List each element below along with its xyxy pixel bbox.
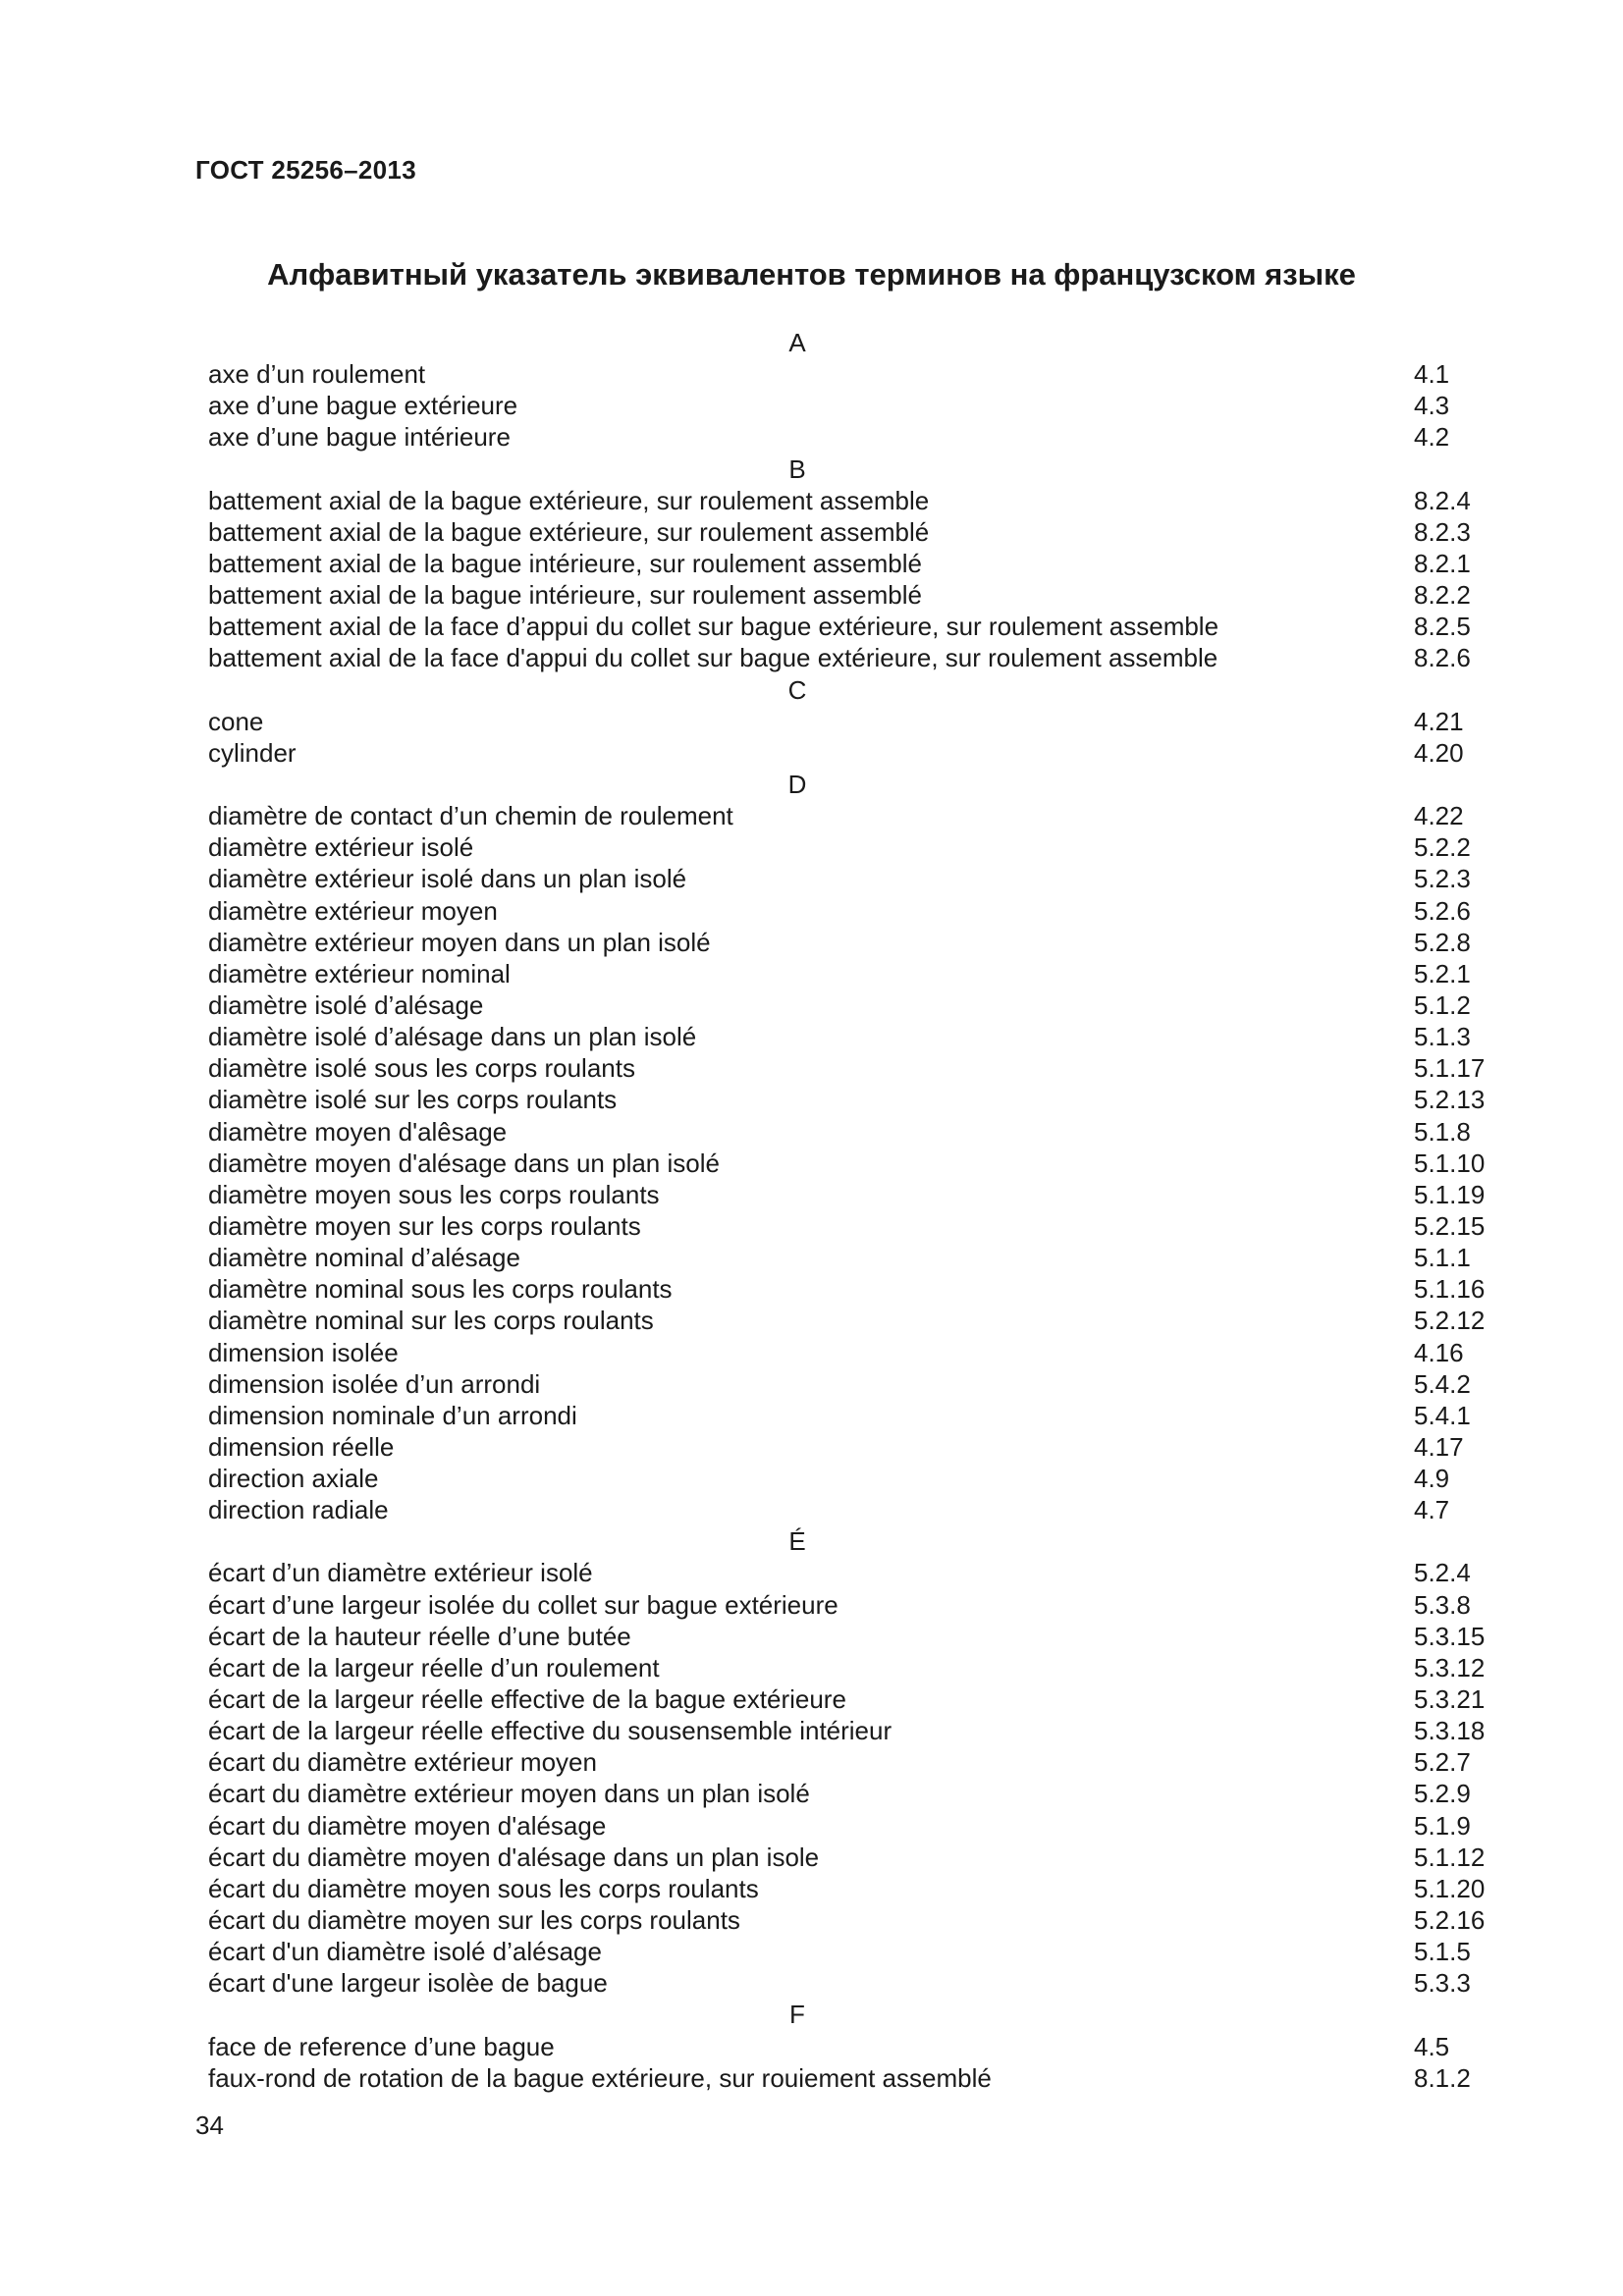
- entry-reference: 5.4.1: [1414, 1400, 1471, 1430]
- section-letter: C: [787, 674, 807, 705]
- entry-reference: 5.2.1: [1414, 958, 1471, 988]
- entry-reference: 4.17: [1414, 1431, 1464, 1462]
- entry-term: cylinder: [208, 737, 297, 768]
- entry-reference: 5.2.15: [1414, 1210, 1486, 1241]
- index-entry: [208, 1305, 1485, 1336]
- document-code: ГОСТ 25256–2013: [195, 155, 416, 185]
- entry-term: diamètre isolé sous les corps roulants: [208, 1053, 635, 1084]
- index-entry: [208, 1810, 1485, 1842]
- entry-reference: 5.1.20: [1414, 1873, 1486, 1903]
- entry-term: faux-rond de rotation de la bague extérieure, sur rouiement assemblé: [208, 2062, 992, 2093]
- section-letter: D: [787, 769, 807, 799]
- entry-term: écart du diamètre extérieur moyen dans un plan isolé: [208, 1779, 810, 1809]
- entry-term: direction axiale: [208, 1464, 379, 1494]
- entry-reference: 5.2.12: [1414, 1306, 1486, 1336]
- entry-term: dimension nominale d’un arrondi: [208, 1400, 577, 1430]
- index-entry: [208, 2062, 1485, 2094]
- entry-reference: 4.21: [1414, 706, 1464, 736]
- entry-term: écart d’un diamètre extérieur isolé: [208, 1558, 593, 1588]
- entry-term: écart du diamètre moyen d'alésage dans un plan isole: [208, 1842, 820, 1872]
- entry-reference: 4.7: [1414, 1495, 1450, 1525]
- index-entry: [208, 421, 1485, 453]
- page-title: Алфавитный указатель эквивалентов терминов на французском языке: [267, 257, 1356, 292]
- entry-reference: 4.3: [1414, 391, 1450, 421]
- index-entry: [208, 1842, 1485, 1873]
- entry-reference: 5.3.12: [1414, 1652, 1486, 1682]
- index-entry: [208, 863, 1485, 894]
- entry-term: écart de la largeur réelle d’un roulement: [208, 1652, 660, 1682]
- entry-reference: 8.2.6: [1414, 643, 1471, 673]
- entry-reference: 5.1.10: [1414, 1148, 1486, 1178]
- index-entry: [208, 1116, 1485, 1148]
- index-entry: [208, 1052, 1485, 1084]
- entry-reference: 8.2.5: [1414, 612, 1471, 642]
- entry-term: diamètre moyen d'alêsage: [208, 1116, 508, 1147]
- entry-term: direction radiale: [208, 1495, 389, 1525]
- index-entry: [208, 1463, 1485, 1494]
- index-entry: [208, 1778, 1485, 1809]
- entry-term: battement axial de la face d'appui du collet sur bague extérieure, sur roulement assemble: [208, 643, 1218, 673]
- index-entry: [208, 1084, 1485, 1115]
- index-entry: [208, 706, 1485, 737]
- entry-reference: 5.1.1: [1414, 1243, 1471, 1273]
- entry-reference: 5.1.9: [1414, 1810, 1471, 1841]
- entry-term: écart du diamètre extérieur moyen: [208, 1747, 597, 1778]
- entry-reference: 5.3.3: [1414, 1968, 1471, 1999]
- entry-reference: 8.2.3: [1414, 516, 1471, 547]
- entry-term: diamètre isolé sur les corps roulants: [208, 1085, 618, 1115]
- entry-reference: 5.3.8: [1414, 1589, 1471, 1620]
- index-entry: [208, 516, 1485, 548]
- entry-reference: 5.2.13: [1414, 1085, 1486, 1115]
- index-entry: [208, 831, 1485, 863]
- index-entry: [208, 1683, 1485, 1715]
- index-entry: [208, 358, 1485, 390]
- section-letter: É: [788, 1526, 806, 1557]
- entry-reference: 5.3.18: [1414, 1716, 1486, 1746]
- entry-reference: 4.1: [1414, 359, 1450, 390]
- index-entry: [208, 1400, 1485, 1431]
- index-entry: [208, 958, 1485, 989]
- index-entry: [208, 1936, 1485, 1967]
- index-entry: [208, 1904, 1485, 1936]
- index-entry: [208, 927, 1485, 958]
- entry-term: battement axial de la bague extérieure, sur roulement assemble: [208, 485, 930, 515]
- entry-term: diamètre de contact d’un chemin de roulement: [208, 801, 733, 831]
- index-entry: [208, 1179, 1485, 1210]
- entry-term: diamètre extérieur nominal: [208, 958, 511, 988]
- entry-term: écart du diamètre moyen d'alésage: [208, 1810, 607, 1841]
- entry-reference: 8.1.2: [1414, 2062, 1471, 2093]
- entry-term: écart de la hauteur réelle d’une butée: [208, 1621, 631, 1651]
- entry-reference: 5.1.3: [1414, 1022, 1471, 1052]
- index-entry: [208, 642, 1485, 673]
- entry-term: écart du diamètre moyen sous les corps roulants: [208, 1873, 759, 1903]
- index-entry: [208, 579, 1485, 611]
- index-entry: [208, 1621, 1485, 1652]
- entry-term: diamètre extérieur moyen dans un plan isolé: [208, 927, 711, 957]
- entry-term: face de reference d’une bague: [208, 2031, 555, 2061]
- entry-reference: 5.2.9: [1414, 1779, 1471, 1809]
- entry-term: diamètre isolé d’alésage dans un plan isolé: [208, 1022, 697, 1052]
- entry-reference: 4.20: [1414, 737, 1464, 768]
- section-letter: F: [789, 2000, 805, 2030]
- entry-reference: 5.2.16: [1414, 1905, 1486, 1936]
- entry-term: écart d'une largeur isolèe de bague: [208, 1968, 608, 1999]
- section-letter: B: [788, 454, 806, 484]
- entry-reference: 4.9: [1414, 1464, 1450, 1494]
- entry-term: écart de la largeur réelle effective du sousensemble intérieur: [208, 1716, 893, 1746]
- index-entry: [208, 1873, 1485, 1904]
- entry-reference: 5.1.17: [1414, 1053, 1486, 1084]
- entry-term: diamètre moyen sous les corps roulants: [208, 1179, 660, 1209]
- entry-reference: 5.3.15: [1414, 1621, 1486, 1651]
- entry-term: diamètre extérieur moyen: [208, 895, 498, 926]
- entry-reference: 5.2.4: [1414, 1558, 1471, 1588]
- entry-reference: 4.22: [1414, 801, 1464, 831]
- entry-term: battement axial de la bague extérieure, sur roulement assemblé: [208, 516, 930, 547]
- entry-reference: 5.1.2: [1414, 989, 1471, 1020]
- index-entry: [208, 548, 1485, 579]
- index-entry: [208, 1431, 1485, 1463]
- entry-reference: 5.4.2: [1414, 1368, 1471, 1399]
- entry-term: diamètre nominal sur les corps roulants: [208, 1306, 654, 1336]
- index-entry: [208, 1368, 1485, 1400]
- entry-reference: 5.1.12: [1414, 1842, 1486, 1872]
- index-entry: [208, 611, 1485, 642]
- entry-term: battement axial de la face d’appui du collet sur bague extérieure, sur roulement assemble: [208, 612, 1219, 642]
- index-entry: [208, 1967, 1485, 1999]
- index-entry: [208, 485, 1485, 516]
- index-entry: [208, 1589, 1485, 1621]
- entry-reference: 5.2.3: [1414, 864, 1471, 894]
- entry-term: battement axial de la bague intérieure, sur roulement assemblé: [208, 580, 922, 611]
- entry-term: diamètre moyen d'alésage dans un plan isolé: [208, 1148, 720, 1178]
- entry-term: diamètre moyen sur les corps roulants: [208, 1210, 641, 1241]
- index-entry: [208, 989, 1485, 1021]
- index-entry: [208, 2031, 1485, 2062]
- entry-reference: 8.2.2: [1414, 580, 1471, 611]
- entry-term: diamètre nominal d’alésage: [208, 1243, 520, 1273]
- index-entry: [208, 1210, 1485, 1242]
- entry-reference: 4.2: [1414, 422, 1450, 453]
- index-entry: [208, 1242, 1485, 1273]
- index-entry: [208, 1273, 1485, 1305]
- index-entry: [208, 1746, 1485, 1778]
- entry-term: axe d’une bague extérieure: [208, 391, 518, 421]
- entry-reference: 4.16: [1414, 1337, 1464, 1367]
- index-entry: [208, 1148, 1485, 1179]
- index-entry: [208, 800, 1485, 831]
- entry-term: écart du diamètre moyen sur les corps roulants: [208, 1905, 740, 1936]
- entry-term: diamètre nominal sous les corps roulants: [208, 1274, 673, 1305]
- entry-reference: 5.1.19: [1414, 1179, 1486, 1209]
- entry-term: diamètre isolé d’alésage: [208, 989, 484, 1020]
- entry-term: axe d’un roulement: [208, 359, 426, 390]
- index-entry: [208, 737, 1485, 769]
- entry-reference: 5.2.2: [1414, 832, 1471, 863]
- index-entry: [208, 1494, 1485, 1525]
- entry-term: axe d’une bague intérieure: [208, 422, 511, 453]
- index-entry: [208, 390, 1485, 421]
- entry-reference: 5.1.5: [1414, 1937, 1471, 1967]
- entry-term: diamètre extérieur isolé: [208, 832, 474, 863]
- entry-term: écart d'un diamètre isolé d’alésage: [208, 1937, 602, 1967]
- entry-reference: 5.1.16: [1414, 1274, 1486, 1305]
- entry-reference: 5.1.8: [1414, 1116, 1471, 1147]
- entry-reference: 8.2.4: [1414, 485, 1471, 515]
- index-entry: [208, 1337, 1485, 1368]
- entry-term: cone: [208, 706, 264, 736]
- entry-reference: 8.2.1: [1414, 548, 1471, 578]
- entry-reference: 5.2.7: [1414, 1747, 1471, 1778]
- entry-term: diamètre extérieur isolé dans un plan isolé: [208, 864, 687, 894]
- entry-reference: 4.5: [1414, 2031, 1450, 2061]
- index-entry: [208, 895, 1485, 927]
- index-entry: [208, 1715, 1485, 1746]
- alphabetical-index: [208, 327, 1485, 2094]
- section-letter: A: [788, 328, 806, 357]
- index-entry: [208, 1021, 1485, 1052]
- entry-reference: 5.3.21: [1414, 1684, 1486, 1715]
- index-entry: [208, 1652, 1485, 1683]
- entry-term: écart d’une largeur isolée du collet sur bague extérieure: [208, 1589, 839, 1620]
- page-number: 34: [195, 2110, 224, 2140]
- entry-term: dimension réelle: [208, 1431, 395, 1462]
- entry-reference: 5.2.8: [1414, 927, 1471, 957]
- index-entry: [208, 1557, 1485, 1588]
- entry-reference: 5.2.6: [1414, 895, 1471, 926]
- entry-term: dimension isolée: [208, 1337, 399, 1367]
- entry-term: dimension isolée d’un arrondi: [208, 1368, 541, 1399]
- entry-term: battement axial de la bague intérieure, sur roulement assemblé: [208, 548, 922, 578]
- entry-term: écart de la largeur réelle effective de la bague extérieure: [208, 1684, 846, 1715]
